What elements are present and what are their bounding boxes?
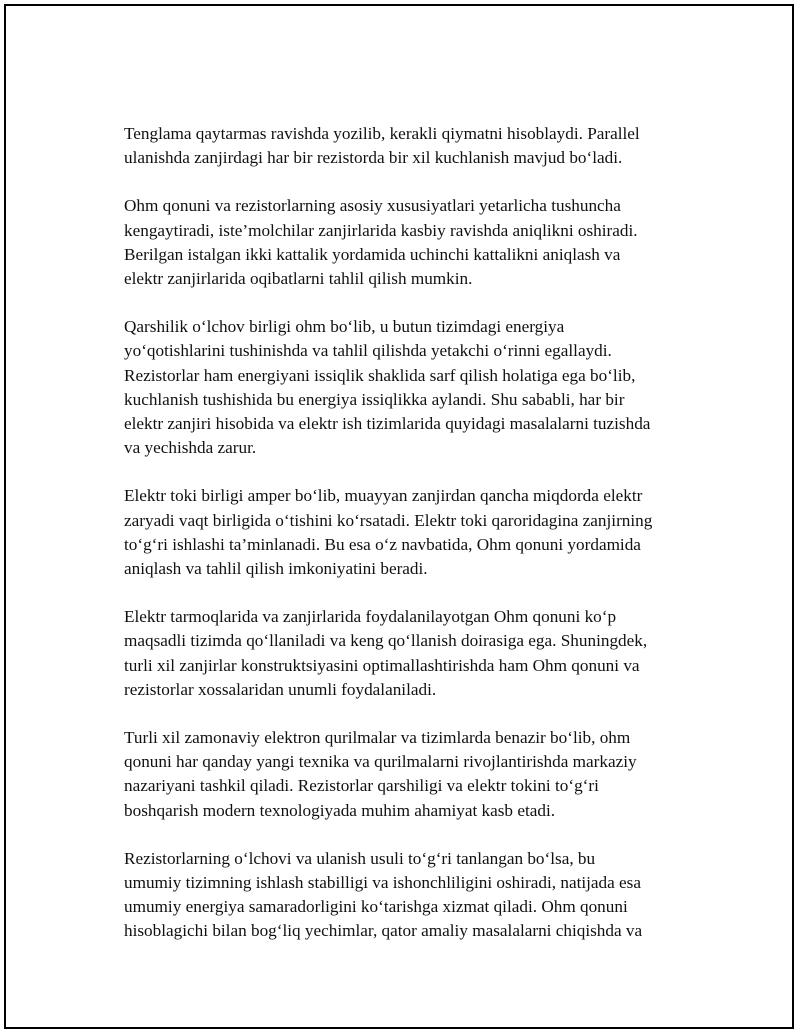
paragraph: Qarshilik o‘lchov birligi ohm bo‘lib, u butun tizimdagi energiya yo‘qotishlarini tushinishda va tahlil qilishda yetakchi o‘rinni egallaydi. Rezistorlar ham energiyani issiqlik shaklida sarf qilish holatiga ega bo‘lib, kuchlanish tushishida bu energiya issiqlikka aylandi. Shu sababli, har bir elektr zanjiri hisobida va elektr ish tizimlarida quyidagi masalalarni tuzishda va yechishda zarur. xyxy=(124,317,651,458)
paragraph: Tenglama qaytarmas ravishda yozilib, kerakli qiymatni hisoblaydi. Parallel ulanishda zanjirdagi har bir rezistorda bir xil kuchlanish mavjud bo‘ladi. xyxy=(124,124,640,168)
document-body xyxy=(124,122,694,968)
paragraph: Ohm qonuni va rezistorlarning asosiy xususiyatlari yetarlicha tushuncha kengaytiradi, iste’molchilar zanjirlarida kasbiy ravishda aniqlikni oshiradi. Berilgan istalgan ikki kattalik yordamida uchinchi kattalikni aniqlash va elektr zanjirlarida oqibatlarni tahlil qilish mumkin. xyxy=(124,196,638,289)
paragraph: Elektr tarmoqlarida va zanjirlarida foydalanilayotgan Ohm qonuni ko‘p maqsadli tizimda qo‘llaniladi va keng qo‘llanish doirasiga ega. Shuningdek, turli xil zanjirlar konstruktsiyasini optimallashtirishda ham Ohm qonuni va rezistorlar xossalaridan unumli foydalaniladi. xyxy=(124,607,648,699)
paragraph: Rezistorlarning o‘lchovi va ulanish usuli to‘g‘ri tanlangan bo‘lsa, bu umumiy tizimning ishlash stabilligi va ishonchliligini oshiradi, natijada esa umumiy energiya samaradorligini ko‘tarishga xizmat qiladi. Ohm qonuni hisoblagichi bilan bog‘liq yechimlar, qator amaliy masalalarni chiqishda va xyxy=(124,848,643,941)
paragraph: Elektr toki birligi amper bo‘lib, muayyan zanjirdan qancha miqdorda elektr zaryadi vaqt birligida o‘tishini ko‘rsatadi. Elektr toki qaroridagina zanjirning to‘g‘ri ishlashi ta’minlanadi. Bu esa o‘z navbatida, Ohm qonuni yordamida aniqlash va tahlil qilish imkoniyatini beradi. xyxy=(124,486,653,579)
paragraph: Turli xil zamonaviy elektron qurilmalar va tizimlarda benazir bo‘lib, ohm qonuni har qanday yangi texnika va qurilmalarni rivojlantirishda markaziy nazariyani tashkil qiladi. Rezistorlar qarshiligi va elektr tokini to‘g‘ri boshqarish modern texnologiyada muhim ahamiyat kasb etadi. xyxy=(124,728,637,820)
page-frame xyxy=(4,4,794,1029)
